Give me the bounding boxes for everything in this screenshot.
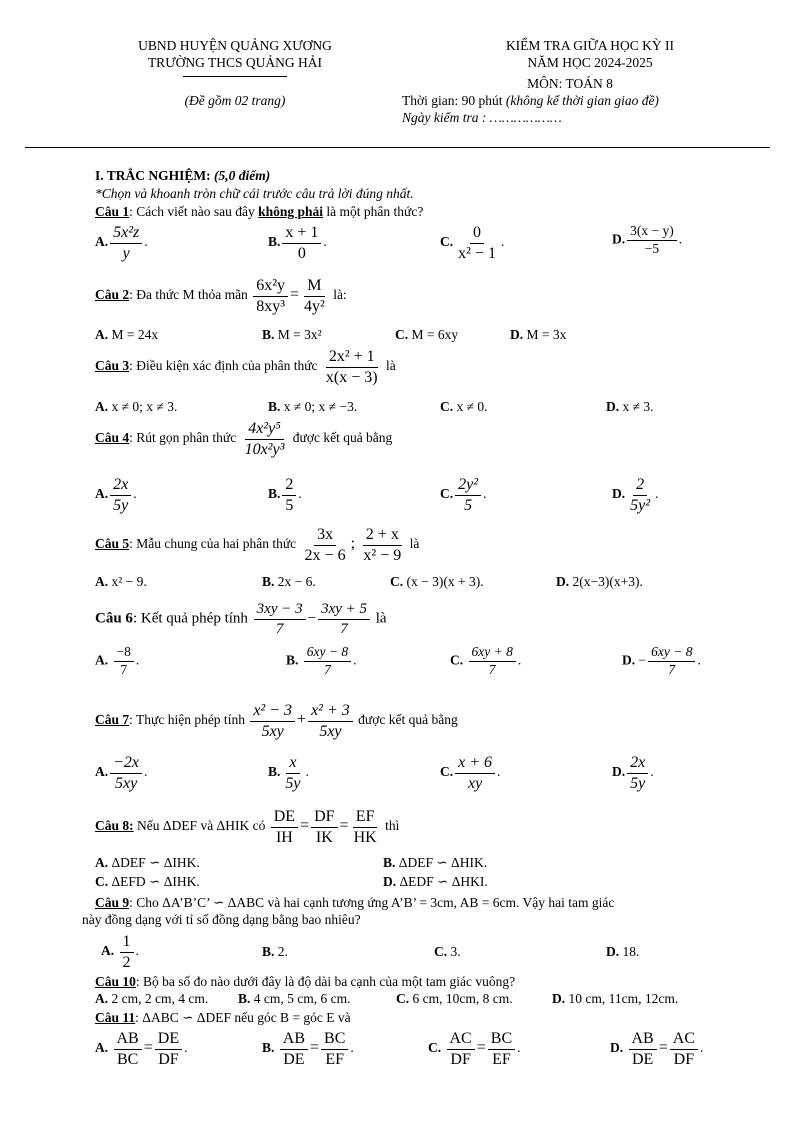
numerator: −8 — [114, 645, 134, 662]
option-text: 10 cm, 11cm, 12cm. — [568, 991, 679, 1006]
q1-option-b[interactable]: B. $\frac{x + 1}{0}$ . — [268, 224, 327, 262]
option-label: D. — [612, 486, 626, 502]
time-note: (không kể thời gian giao đề) — [505, 93, 659, 108]
operator: − — [307, 610, 317, 627]
option-label: D. — [610, 1040, 624, 1056]
numerator: 2 — [633, 476, 647, 496]
q10-option-c[interactable] — [396, 991, 513, 1007]
question-text: là — [385, 358, 396, 374]
denominator: 5 — [464, 496, 473, 514]
question-6 — [95, 601, 387, 637]
option-label: C. — [440, 764, 454, 780]
option-label: D. — [606, 399, 620, 414]
question-3 — [95, 348, 396, 386]
numerator: DE — [271, 808, 298, 828]
numerator: 3xy + 5 — [318, 601, 370, 620]
fraction — [629, 1030, 657, 1068]
question-text: Nếu ΔDEF và ΔHIK có — [137, 818, 266, 834]
fraction — [250, 702, 295, 740]
question-text: : Kết quả phép tính — [132, 610, 248, 627]
numerator: AB — [629, 1030, 657, 1050]
question-4 — [95, 420, 392, 458]
option-text: 2(x−3)(x+3). — [572, 574, 643, 589]
fraction — [302, 526, 349, 564]
option-text: ΔDEF ∽ ΔHIK. — [398, 855, 488, 870]
numerator: 2x² + 1 — [326, 348, 378, 368]
denominator: −5 — [644, 240, 660, 256]
denominator: EF — [325, 1050, 345, 1068]
question-label: Câu 5 — [95, 536, 130, 552]
numerator: 6x²y — [253, 277, 288, 297]
option-text: 4 cm, 5 cm, 6 cm. — [253, 991, 351, 1006]
page-count-note: (Đề gồm 02 trang) — [184, 93, 286, 108]
question-9 — [95, 895, 614, 911]
fraction — [282, 476, 296, 514]
numerator: DF — [311, 808, 337, 828]
q2-option-c[interactable] — [395, 327, 458, 343]
numerator: x + 6 — [455, 754, 495, 774]
denominator: 5xy — [261, 722, 284, 740]
option-label: B. — [268, 234, 281, 250]
q9-option-c[interactable] — [434, 944, 461, 960]
section-title-text: I. TRẮC NGHIỆM: — [95, 168, 211, 183]
option-text: 6 cm, 10cm, 8 cm. — [412, 991, 513, 1006]
denominator: 7 — [668, 661, 676, 677]
numerator: 2x — [110, 476, 131, 496]
numerator: 4x²y⁵ — [245, 420, 284, 440]
q7-option-c[interactable]: C. $\frac{x + 6}{xy}$ . — [440, 754, 501, 792]
numerator: −2x — [110, 754, 142, 774]
q9-option-d[interactable] — [606, 944, 639, 960]
denominator: 10x²y³ — [244, 440, 285, 458]
q6-option-c[interactable]: C. $\frac{6xy + 8}{7}$ . — [450, 644, 522, 677]
option-label: A. — [95, 399, 109, 414]
q9-option-b[interactable] — [262, 944, 288, 960]
numerator: 2 + x — [363, 526, 402, 546]
q1-option-a[interactable]: A. $\frac{\text{5x²z}}{y}$ . — [95, 224, 148, 262]
q4-option-a[interactable]: A. $\frac{2x}{5y}$ . — [95, 476, 137, 514]
question-10 — [95, 974, 515, 990]
option-label: A. — [95, 652, 109, 668]
option-label: B. — [262, 327, 275, 342]
numerator: 2y² — [455, 476, 481, 496]
option-label: B. — [383, 855, 396, 870]
exam-date: Ngày kiểm tra : ……………… — [402, 110, 562, 125]
q5-option-a[interactable] — [95, 574, 147, 590]
q9-option-a[interactable]: A. $\frac{1}{2}$ . — [101, 933, 139, 971]
question-7 — [95, 702, 458, 740]
time-label: Thời gian: 90 phút — [402, 93, 503, 108]
section-points: (5,0 điểm) — [214, 168, 271, 183]
question-text: : Bộ ba số đo nào dưới đây là độ dài ba cạnh của một tam giác vuông? — [135, 974, 516, 989]
option-text: M = 6xy — [411, 327, 459, 342]
option-label: D. — [383, 874, 397, 889]
option-label: A. — [101, 943, 115, 959]
option-label: C. — [440, 486, 454, 502]
fraction — [282, 224, 321, 262]
q4-option-b[interactable]: B. $\frac{2}{5}$ . — [268, 476, 302, 514]
question-text: : Cách viết nào sau đây — [129, 204, 259, 219]
denominator: IH — [275, 828, 293, 846]
q4-option-d[interactable]: D. $\frac{2}{\text{5y²}}$ . — [612, 476, 659, 514]
denominator: HK — [353, 828, 377, 846]
q3-option-b[interactable] — [268, 399, 357, 415]
option-label: C. — [440, 399, 454, 414]
numerator: AC — [447, 1030, 475, 1050]
fraction — [253, 277, 288, 315]
denominator: BC — [116, 1050, 139, 1068]
question-5 — [95, 526, 419, 564]
question-label: Câu 4 — [95, 430, 130, 446]
q8-option-d[interactable] — [383, 874, 488, 890]
numerator: x² + 3 — [308, 702, 353, 722]
option-text: x ≠ 0. — [456, 399, 488, 414]
option-label: A. — [95, 855, 109, 870]
fraction — [648, 645, 695, 678]
fraction — [627, 476, 653, 514]
denominator: x(x − 3) — [325, 368, 378, 386]
option-label: A. — [95, 486, 109, 502]
denominator: x² − 1 — [458, 244, 496, 262]
q7-option-b[interactable]: B. $\frac{x}{5y}$ . — [268, 754, 309, 792]
header-divider — [25, 147, 770, 148]
q5-option-d[interactable] — [556, 574, 643, 590]
denominator: 2x − 6 — [304, 546, 346, 564]
numerator: x² − 3 — [250, 702, 295, 722]
fraction — [455, 476, 481, 514]
option-text: (x − 3)(x + 3). — [406, 574, 484, 589]
denominator: 5xy — [319, 722, 342, 740]
option-text: ΔDEF ∽ ΔIHK. — [111, 855, 200, 870]
fraction — [447, 1030, 475, 1068]
q8-option-a[interactable] — [95, 855, 200, 871]
denominator: DF — [450, 1050, 471, 1068]
question-text: : ΔABC ∽ ΔDEF nếu góc B = góc E và — [135, 1010, 351, 1025]
q4-option-c[interactable]: C. $\frac{\text{2y²}}{5}$ . — [440, 476, 487, 514]
numerator: x + 1 — [282, 224, 321, 244]
question-label: Câu 7 — [95, 712, 130, 728]
numerator: M — [304, 277, 324, 297]
option-label: B. — [268, 764, 281, 780]
denominator: 7 — [324, 661, 331, 677]
q7-option-d[interactable]: D. $\frac{2x}{5y}$ . — [612, 754, 654, 792]
school-authority: UBND HUYỆN QUẢNG XƯƠNG — [138, 38, 332, 53]
q3-option-c[interactable] — [440, 399, 488, 415]
question-text: : Mẫu chung của hai phân thức — [129, 536, 297, 552]
fraction — [110, 754, 142, 792]
option-label: C. — [450, 652, 464, 668]
numerator: 3x — [314, 526, 336, 546]
option-label: D. — [612, 231, 626, 247]
question-label: Câu 3 — [95, 358, 130, 374]
fraction — [242, 420, 288, 458]
denominator: DE — [631, 1050, 654, 1068]
numerator: 5x²z — [110, 224, 142, 244]
denominator: x² − 9 — [363, 546, 402, 564]
fraction — [627, 754, 648, 792]
q11-option-b[interactable]: B. $\frac{AB}{DE}$ = $\frac{BC}{EF}$ . — [262, 1030, 354, 1068]
denominator: 5y — [630, 774, 646, 792]
denominator: DE — [283, 1050, 305, 1068]
question-text: : Thực hiện phép tính — [129, 712, 245, 728]
q10-option-d[interactable] — [552, 991, 678, 1007]
denominator: 0 — [297, 244, 306, 262]
question-text: thì — [385, 818, 400, 834]
school-name: TRƯỜNG THCS QUẢNG HẢI — [147, 55, 323, 70]
option-label: D. — [606, 944, 620, 959]
exam-time — [402, 93, 659, 109]
question-text: là: — [333, 287, 347, 303]
fraction — [455, 224, 499, 262]
numerator: 1 — [120, 933, 134, 953]
q1-option-c[interactable]: C. $\frac{0}{\text{x² − 1}}$ . — [440, 224, 505, 262]
q2-option-a[interactable] — [95, 327, 158, 343]
option-text: M = 3x² — [277, 327, 322, 342]
fraction — [323, 348, 381, 386]
denominator: 7 — [120, 661, 128, 677]
option-label: D. — [510, 327, 524, 342]
q10-option-a[interactable] — [95, 991, 208, 1007]
question-label: Câu 6 — [95, 610, 133, 627]
fraction — [282, 754, 303, 792]
denominator: xy — [467, 774, 483, 792]
denominator: 7 — [488, 661, 496, 677]
fraction — [321, 1030, 348, 1068]
q11-option-d[interactable]: D. $\frac{AB}{DE}$ = $\frac{AC}{DF}$ . — [610, 1030, 704, 1068]
denominator: DF — [673, 1050, 695, 1068]
q8-option-b[interactable] — [383, 855, 487, 871]
q2-option-b[interactable] — [262, 327, 322, 343]
option-text: 3. — [450, 944, 461, 959]
question-label: Câu 8: — [95, 818, 134, 834]
fraction — [360, 526, 404, 564]
q3-option-d[interactable] — [606, 399, 654, 415]
fraction — [120, 933, 134, 971]
operator: + — [297, 711, 307, 729]
question-text: được kết quả bằng — [292, 430, 393, 446]
denominator: 5y — [285, 774, 301, 792]
fraction — [488, 1030, 515, 1068]
option-text: ΔEDF ∽ ΔHKI. — [399, 874, 488, 889]
question-emphasis: không phải — [258, 204, 324, 219]
option-label: D. — [556, 574, 570, 589]
denominator: EF — [492, 1050, 511, 1068]
option-label: A. — [95, 764, 109, 780]
numerator: AB — [280, 1030, 308, 1050]
separator: ; — [350, 535, 356, 553]
denominator: IK — [315, 828, 333, 846]
option-label: C. — [440, 234, 454, 250]
option-label: B. — [268, 399, 281, 414]
fraction — [254, 601, 306, 637]
numerator: BC — [321, 1030, 348, 1050]
fraction — [114, 1030, 142, 1068]
q5-option-b[interactable] — [262, 574, 316, 590]
denominator: 8xy³ — [256, 297, 285, 315]
denominator: 7 — [275, 620, 284, 637]
denominator: 5 — [285, 496, 294, 514]
denominator: 7 — [340, 620, 348, 637]
numerator: x — [286, 754, 299, 774]
question-1 — [95, 204, 423, 220]
q2-option-d[interactable] — [510, 327, 566, 343]
option-label: C. — [390, 574, 404, 589]
option-label: C. — [428, 1040, 442, 1056]
numerator: 6xy + 8 — [469, 645, 516, 662]
question-text: được kết quả bằng — [358, 712, 458, 728]
q11-option-c[interactable]: C. $\frac{AC}{DF}$ = $\frac{BC}{EF}$ . — [428, 1030, 521, 1068]
question-9-line2: này đồng dạng với tỉ số đồng dạng bằng bao nhiêu? — [82, 912, 361, 927]
fraction — [110, 224, 142, 262]
question-text: : Cho ΔA’B’C’ ∽ ΔABC và hai cạnh tương ứng A’B’ = 3cm, AB = 6cm. Vậy hai tam giác — [129, 895, 615, 910]
option-text: 2. — [277, 944, 288, 959]
option-label: C. — [396, 991, 410, 1006]
question-11 — [95, 1010, 351, 1026]
numerator: 3(x − y) — [627, 224, 677, 241]
question-text: là một phân thức? — [323, 204, 424, 219]
option-text: x ≠ 0; x ≠ −3. — [283, 399, 358, 414]
option-text: 18. — [622, 944, 640, 959]
fraction — [280, 1030, 308, 1068]
numerator: 6xy − 8 — [648, 645, 695, 662]
option-label: C. — [395, 327, 409, 342]
question-8: Câu 8: Nếu ΔDEF và ΔHIK có $\frac{DE}{IH}$ = $\frac{DF}{IK}$ = $\frac{EF}{HK}$ thì — [95, 808, 400, 846]
option-text: x² − 9. — [111, 574, 147, 589]
question-text: là — [409, 536, 420, 552]
school-year: NĂM HỌC 2024-2025 — [527, 55, 653, 70]
q1-option-d[interactable]: D. $\frac{3(x - y)}{-5}$ . — [612, 223, 683, 256]
option-label: B. — [262, 574, 275, 589]
fraction — [308, 702, 353, 740]
section-instruction: *Chọn và khoanh tròn chữ cái trước câu trả lời đúng nhất. — [95, 186, 414, 201]
fraction — [469, 645, 516, 678]
q7-option-a[interactable]: A. $\frac{-2x}{5xy}$ . — [95, 754, 148, 792]
fraction — [318, 601, 370, 637]
option-label: A. — [95, 234, 109, 250]
option-text: x ≠ 0; x ≠ 3. — [111, 399, 178, 414]
q3-option-a[interactable] — [95, 399, 177, 415]
question-text: : Đa thức M thỏa mãn — [129, 287, 248, 303]
q6-option-d[interactable]: D. − $\frac{6xy - 8}{7}$ . — [622, 644, 701, 677]
numerator: 2x — [627, 754, 648, 774]
question-text: : Điều kiện xác định của phân thức — [129, 358, 318, 374]
numerator: AB — [114, 1030, 142, 1050]
denominator: 5xy — [114, 774, 138, 792]
q10-option-b[interactable] — [238, 991, 351, 1007]
fraction — [301, 277, 328, 315]
fraction — [271, 808, 298, 846]
option-text: M = 3x — [526, 327, 567, 342]
option-text: M = 24x — [111, 327, 159, 342]
numerator: EF — [353, 808, 378, 828]
option-label: A. — [95, 1040, 109, 1056]
fraction — [455, 754, 495, 792]
fraction — [627, 224, 677, 257]
option-label: D. — [622, 652, 636, 668]
option-label: A. — [95, 327, 109, 342]
numerator: 0 — [470, 224, 484, 244]
question-label: Câu 10 — [95, 974, 136, 989]
option-label: B. — [262, 1040, 275, 1056]
exam-title: KIỂM TRA GIỮA HỌC KỲ II — [505, 38, 675, 53]
denominator: DF — [158, 1050, 179, 1068]
option-label: B. — [286, 652, 299, 668]
numerator: 3xy − 3 — [254, 601, 306, 620]
fraction — [311, 808, 337, 846]
option-text: 2x − 6. — [277, 574, 316, 589]
numerator: 6xy − 8 — [304, 645, 351, 662]
fraction — [155, 1030, 182, 1068]
question-2: Câu 2: Đa thức M thỏa mãn $\frac{\text{6x²y}}{\text{8xy³}}$ = $\frac{M}{\text{4y²}}$ là: — [95, 277, 347, 315]
question-label: Câu 2 — [95, 287, 130, 303]
option-label: A. — [95, 991, 109, 1006]
numerator: DE — [155, 1030, 182, 1050]
option-label: D. — [612, 764, 626, 780]
fraction — [351, 808, 380, 846]
option-label: C. — [434, 944, 448, 959]
denominator: 5y² — [630, 496, 651, 514]
fraction — [670, 1030, 698, 1068]
question-label: Câu 11 — [95, 1010, 136, 1025]
denominator: 5y — [113, 496, 129, 514]
option-text: ΔEFD ∽ ΔIHK. — [111, 874, 200, 889]
header-underline — [183, 76, 287, 77]
option-label: C. — [95, 874, 109, 889]
subject: MÔN: TOÁN 8 — [527, 76, 613, 91]
question-label: Câu 9 — [95, 895, 130, 910]
numerator: BC — [488, 1030, 515, 1050]
denominator: 4y² — [304, 297, 325, 315]
option-label: A. — [95, 574, 109, 589]
question-text: là — [375, 610, 387, 627]
q5-option-c[interactable] — [390, 574, 484, 590]
q6-option-a[interactable]: A. $\frac{-8}{7}$ . — [95, 644, 140, 677]
q6-option-b[interactable]: B. $\frac{6xy - 8}{7}$ . — [286, 644, 357, 677]
q11-option-a[interactable]: A. $\frac{AB}{BC}$ = $\frac{DE}{DF}$ . — [95, 1030, 188, 1068]
option-text: x ≠ 3. — [622, 399, 654, 414]
option-label: B. — [268, 486, 281, 502]
fraction — [110, 476, 131, 514]
option-label: D. — [552, 991, 566, 1006]
option-label: B. — [238, 991, 251, 1006]
numerator: AC — [670, 1030, 698, 1050]
q8-option-c[interactable] — [95, 874, 200, 890]
sign: − — [638, 652, 647, 668]
question-label: Câu 1 — [95, 204, 130, 219]
fraction — [304, 645, 351, 678]
denominator: y — [122, 244, 130, 262]
option-text: 2 cm, 2 cm, 4 cm. — [111, 991, 209, 1006]
numerator: 2 — [282, 476, 296, 496]
question-text: : Rút gọn phân thức — [129, 430, 237, 446]
option-label: B. — [262, 944, 275, 959]
section-title — [95, 168, 270, 184]
fraction — [114, 645, 134, 678]
denominator: 2 — [122, 953, 131, 971]
